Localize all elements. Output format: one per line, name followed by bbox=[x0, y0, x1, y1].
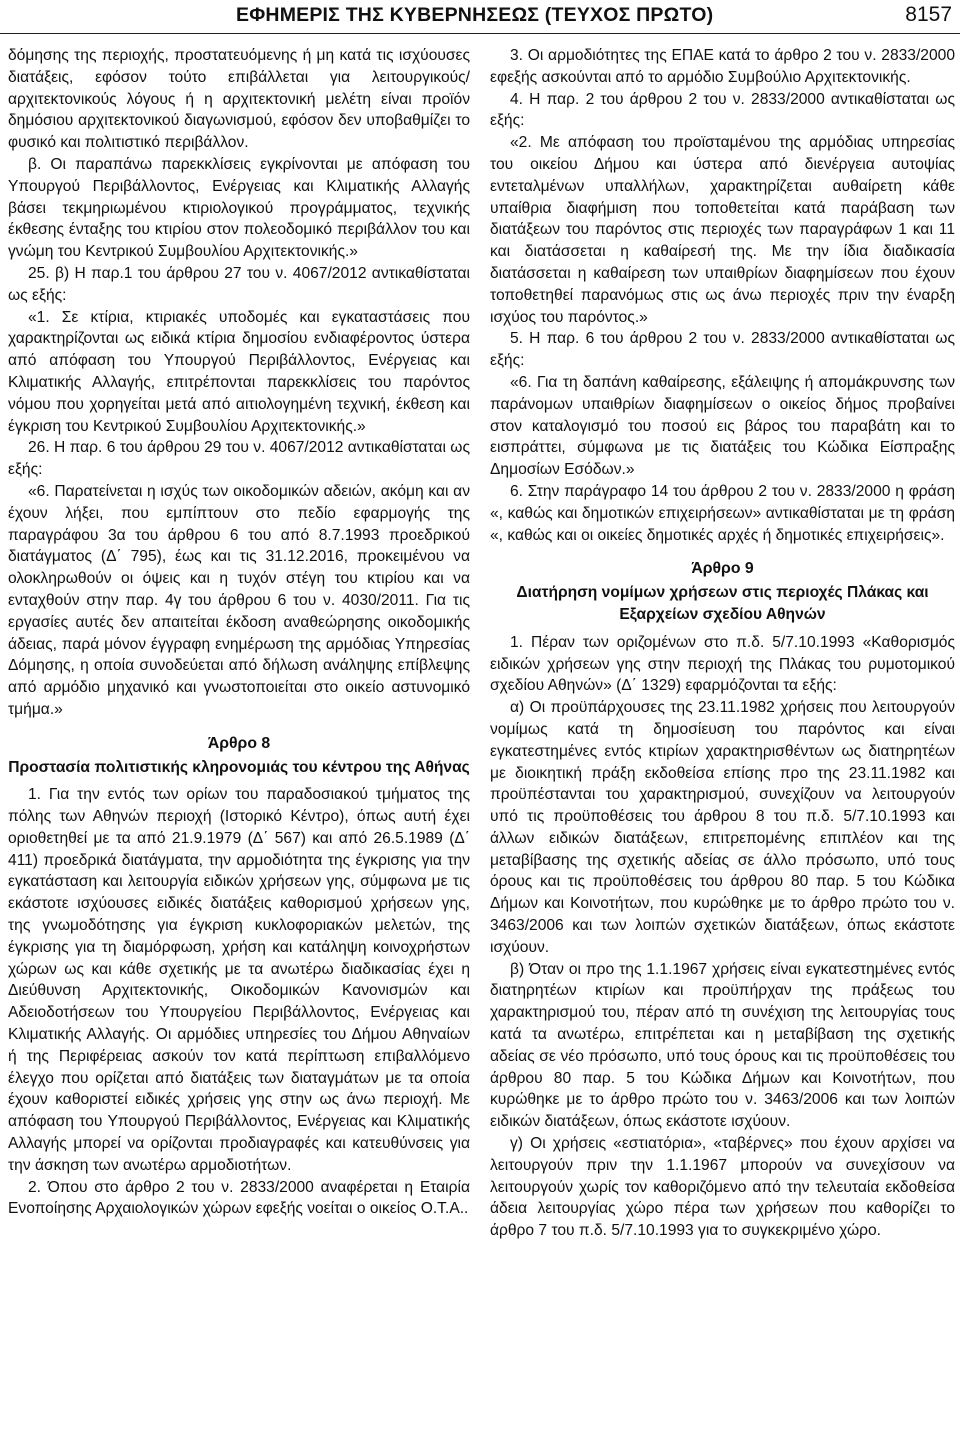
paragraph: 3. Οι αρμοδιότητες της ΕΠΑΕ κατά το άρθρο 2 του ν. 2833/2000 εφεξής ασκούνται από το αρμόδιο Συμβούλιο Αρχιτεκτονικής. bbox=[490, 47, 955, 86]
paragraph: γ) Οι χρήσεις «εστιατόρια», «ταβέρνες» που έχουν αρχίσει να λειτουργούν πριν την 1.1.1967 μπορούν να συνεχίσουν να λειτουργούν χωρίς τον καθοριζόμενο από την τελευταία εκδοθείσα άδεια λειτουργίας χώρο πέρα των χρήσεων που καθορίζει το άρθρο 7 του π.δ. 5/7.10.1993 για το συγκεκριμένο χώρο. bbox=[490, 1135, 955, 1240]
article-8-title: Προστασία πολιτιστικής κληρονομιάς του κέντρου της Αθήνας bbox=[8, 758, 470, 776]
article-9-heading: Άρθρο 9 bbox=[691, 560, 754, 578]
right-column bbox=[490, 45, 955, 1242]
paragraph: 4. Η παρ. 2 του άρθρου 2 του ν. 2833/2000 αντικαθίσταται ως εξής: bbox=[490, 90, 955, 130]
left-column bbox=[8, 45, 470, 1220]
paragraph: 25. β) Η παρ.1 του άρθρου 27 του ν. 4067/2012 αντικαθίσταται ως εξής: bbox=[8, 264, 470, 304]
paragraph: β. Οι παραπάνω παρεκκλίσεις εγκρίνονται με απόφαση του Υπουργού Περιβάλλοντος, Ενέργειας και Κλιματικής Αλλαγής βάσει τεκμηριωμένου κτιριολογικού προγράμματος, τεχνικής έκθεσης ένταξης του κτιρίου στον πολεοδομικό περιβάλλον του και γνώμη του Κεντρικού Συμβουλίου Αρχιτεκτονικής.» bbox=[8, 155, 470, 261]
article-8-heading: Άρθρο 8 bbox=[207, 734, 271, 752]
paragraph: 1. Πέραν των οριζομένων στο π.δ. 5/7.10.1993 «Καθορισμός ειδικών χρήσεων γης στην περιοχή της Πλάκας του ρυμοτομικού σχεδίου Αθηνών» (Δ΄ 1329) εφαρμόζονται τα εξής: bbox=[490, 633, 955, 695]
gazette-title: ΕΦΗΜΕΡΙΣ ΤΗΣ ΚΥΒΕΡΝΗΣΕΩΣ (ΤΕΥΧΟΣ ΠΡΩΤΟ) bbox=[236, 4, 714, 26]
paragraph: β) Όταν οι προ της 1.1.1967 χρήσεις είναι εγκατεστημένες εντός διατηρητέων κτιρίων και προϋπήρχαν της πράξεως του χαρακτηρισμού του, πέραν από τη συνέχιση της λειτουργίας τους κατά τα ανωτέρω, επιτρέπεται και η μεταβίβαση της σχετικής αδείας σε νέο πρόσωπο, υπό τους όρους και τις προϋποθέσεις του άρθρου 80 παρ. 5 του Κώδικα Δήμων και Κοινοτήτων, που κυρώθηκε με το άρθρο πρώτο του ν. 3463/2006 και των λοιπών ειδικών διατάξεων, όπως εκάστοτε ισχύουν. bbox=[490, 960, 955, 1131]
paragraph: 1. Για την εντός των ορίων του παραδοσιακού τμήματος της πόλης των Αθηνών περιοχή (Ιστορικό Κέντρο), όπως αυτή έχει οριοθετηθεί με τα από 21.9.1979 (Δ΄ 567) και από 26.5.1989 (Δ΄ 411) προεδρικά διατάγματα, την αρμοδιότητα της έγκρισης για την εγκατάσταση και λειτουργία ειδικών χρήσεων γης, σύμφωνα με τις εκάστοτε ισχύουσες ειδικές διατάξεις καθορισμού χρήσεων γης, της γνωμοδότησης για έγκριση κυκλοφοριακών μελετών, της έγκρισης για τη διαμόρφωση, χρήση και κατάληψη κοινοχρήστων χώρων ως και κάθε σχετικής με τα ανωτέρω διαδικασίας έχει η Διεύθυνση Αρχιτεκτονικής, Οικοδομικών Κανονισμών και Αδειοδοτήσεων του Υπουργείου Περιβάλλοντος, Ενέργειας και Κλιματικής Αλλαγής. Οι αρμόδιες υπηρεσίες του Δήμου Αθηναίων ή της Περιφέρειας ασκούν τον κατά περίπτωση επιβαλλόμενο έλεγχο που ορίζεται από διατάξεις των διαταγμάτων με τα οποία έχουν καθοριστεί ειδικές χρήσεις γης στην ως άνω περιοχή. Με απόφαση του Υπουργού Περιβάλλοντος, Ενέργειας και Κλιματικής Αλλαγής μπορεί να ορίζονται προδιαγραφές και κατευθύνσεις για την άσκηση των ανωτέρω αρμοδιοτήτων. bbox=[8, 786, 470, 1174]
paragraph: «6. Παρατείνεται η ισχύς των οικοδομικών αδειών, ακόμη και αν έχουν λήξει, που εμπίπτουν στο πεδίο εφαρμογής της παραγράφου 3α του άρθρου 6 του από 8.7.1993 προεδρικού διατάγματος (Δ΄ 795), έως και τις 31.12.2016, προκειμένου να ολοκληρωθούν οι όψεις και η τυχόν στέγη του κτιρίου και να ενταχθούν στην παρ. 4γ του άρθρου 6 του ν. 4030/2011. Για τις εργασίες αυτές δεν απαιτείται έκδοση αναθεώρησης οικοδομικής άδειας, παρά μόνον έγγραφη ενημέρωση της αρμόδιας Υπηρεσίας Δόμησης, η οποία συνοδεύεται από δήλωση ανάληψης επίβλεψης από αρμόδιο μηχανικό και γνωστοποιείται στο οικείο αστυνομικό τμήμα.» bbox=[8, 482, 470, 718]
paragraph: 26. Η παρ. 6 του άρθρου 29 του ν. 4067/2012 αντικαθίσταται ως εξής: bbox=[8, 439, 471, 479]
article-9-title: Διατήρηση νομίμων χρήσεων στις περιοχές Πλάκας και Εξαρχείων σχεδίου Αθηνών bbox=[516, 584, 929, 623]
paragraph: α) Οι προϋπάρχουσες της 23.11.1982 χρήσεις που λειτουργούν νομίμως κατά τη δημοσίευση του παρόντος και είναι εγκατεστημένες εντός κτιρίων χαρακτηρισθέντων ως διατηρητέων με διοικητική πράξη εκδοθείσα επίσης προ της 23.11.1982 και προϋπέστανται του χαρακτηρισμού, συνεχίζουν να λειτουργούν υπό τις προϋποθέσεις του άρθρου 8 του π.δ. 5/7.10.1993 και άλλων ειδικών διατάξεων, επιτρεπομένης επιπλέον και της μεταβίβασης της σχετικής αδείας σε άλλο πρόσωπο, υπό τους όρους και τις προϋποθέσεις του άρθρου 80 παρ. 5 του Κώδικα Δήμων και Κοινοτήτων, που κυρώθηκε με το άρθρο πρώτο του ν. 3463/2006 και των λοιπών σχετικών διατάξεων, όπως εκάστοτε ισχύουν. bbox=[490, 699, 955, 956]
paragraph: 6. Στην παράγραφο 14 του άρθρου 2 του ν. 2833/2000 η φράση «, καθώς και δημοτικών επιχειρήσεων» αντικαθίσταται με τη φράση «, καθώς και οι οικείες δημοτικές αρχές ή δημοτικές επιχειρήσεις». bbox=[490, 482, 955, 544]
page-header bbox=[0, 0, 960, 44]
paragraph: «6. Για τη δαπάνη καθαίρεσης, εξάλειψης ή απομάκρυνσης των παράνομων υπαιθρίων διαφημίσεων ο οικείος δήμος προβαίνει στον καταλογισμό του ποσού εις βάρος του παραβάτη και το εισπράττει, σύμφωνα με τις διατάξεις του Κώδικα Είσπραξης Δημοσίων Εσόδων.» bbox=[490, 373, 955, 479]
paragraph: 5. Η παρ. 6 του άρθρου 2 του ν. 2833/2000 αντικαθίσταται ως εξής: bbox=[490, 330, 955, 370]
page-number: 8157 bbox=[905, 3, 952, 26]
paragraph: «2. Με απόφαση του προϊσταμένου της αρμόδιας υπηρεσίας του οικείου Δήμου και ύστερα από διενέργεια αυτοψίας εντεταλμένων υπαλλήλων, χαρακτηρίζεται αυθαίρετη κάθε υπαίθρια διαφήμιση που τοποθετείται κατά παράβαση των διατάξεων του παρόντος στις περιοχές των παραγράφων 1 και 11 και διατάσσεται η καθαίρεσή της. Με την ίδια διαδικασία διατάσσεται η καθαίρεση των υπαιθρίων διαφημίσεων που έχουν τοποθετηθεί παρανόμως στις ως άνω περιοχές πριν την έναρξη ισχύος του παρόντος.» bbox=[490, 134, 955, 326]
paragraph: «1. Σε κτίρια, κτιριακές υποδομές και εγκαταστάσεις που χαρακτηρίζονται ως ειδικά κτίρια δημοσίου ενδιαφέροντος ύστερα από απόφαση του Υπουργού Περιβάλλοντος, Ενέργειας και Κλιματικής Αλλαγής, επιτρέπονται παρεκκλίσεις του παρόντος νόμου που χορηγείται μετά από αιτιολογημένη τεχνική, έκθεση και έγκριση του Κεντρικού Συμβουλίου Αρχιτεκτονικής.» bbox=[8, 308, 470, 435]
header-rule bbox=[0, 33, 960, 34]
paragraph: δόμησης της περιοχής, προστατευόμενης ή μη κατά τις ισχύουσες διατάξεις, εφόσον τούτο επιβάλλεται για λειτουργικούς/ αρχιτεκτονικούς λόγους ή η αρχιτεκτονική μελέτη είναι προϊόν δημόσιου αρχιτεκτονικού διαγωνισμού, εφόσον δεν υποβαθμίζει το φυσικό και πολιτιστικό περιβάλλον. bbox=[8, 47, 470, 152]
paragraph: 2. Όπου στο άρθρο 2 του ν. 2833/2000 αναφέρεται η Εταιρία Ενοποίησης Αρχαιολογικών χώρων εφεξής νοείται ο οικείος Ο.Τ.Α.. bbox=[8, 1178, 470, 1218]
